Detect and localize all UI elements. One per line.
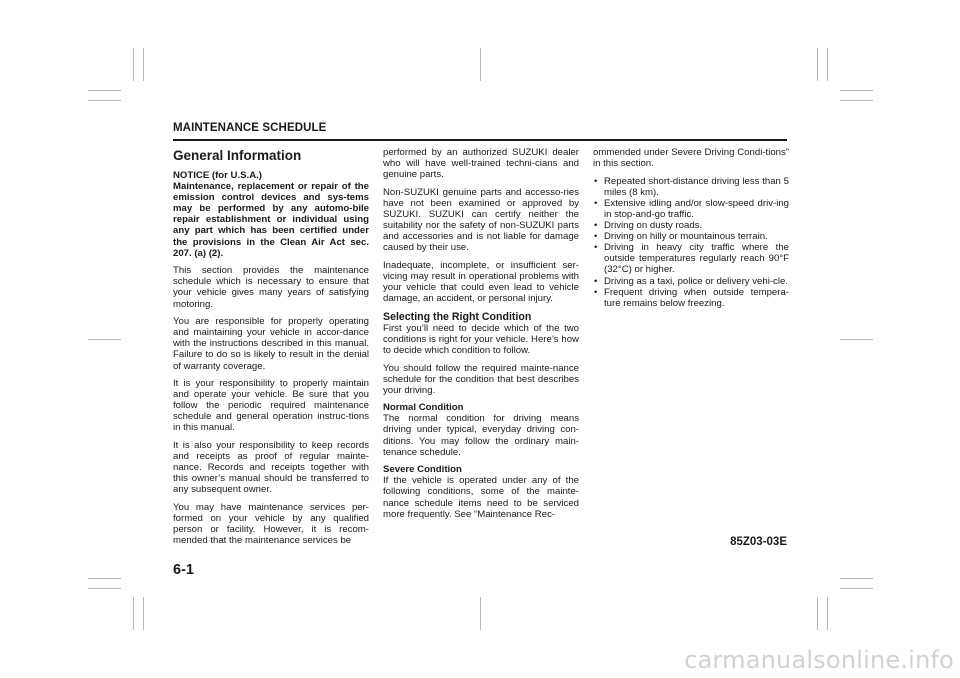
- crop-mark: [840, 588, 873, 589]
- notice-usa: [173, 170, 369, 259]
- heading-general-information: General Information: [173, 148, 302, 163]
- list-item: • Driving on dusty roads.: [594, 220, 703, 232]
- crop-mark: [480, 597, 481, 630]
- bullet: •: [594, 220, 598, 232]
- section-header: MAINTENANCE SCHEDULE: [173, 122, 327, 134]
- crop-mark: [840, 339, 873, 340]
- crop-mark: [88, 339, 121, 340]
- paragraph: ommended under Severe Driving Condi-tions” in this section.: [593, 147, 789, 170]
- crop-mark: [133, 48, 134, 81]
- crop-mark: [840, 90, 873, 91]
- crop-mark: [143, 48, 144, 81]
- list-item: • Driving as a taxi, police or delivery vehi-cle.: [594, 275, 788, 287]
- header-rule: [173, 139, 787, 141]
- crop-mark: [817, 597, 818, 630]
- column-1: [173, 147, 369, 546]
- crop-mark: [840, 578, 873, 579]
- document-code: 85Z03-03E: [730, 536, 787, 548]
- severe-conditions-list: [593, 176, 789, 309]
- list-item: • Driving on hilly or mountainous terrain.: [594, 231, 768, 243]
- crop-mark: [88, 100, 121, 101]
- bullet: •: [594, 231, 598, 243]
- crop-mark: [480, 48, 481, 81]
- bullet: •: [594, 286, 598, 298]
- crop-mark: [88, 90, 121, 91]
- paragraph: Non-SUZUKI genuine parts and accesso-ries have not been examined or approved by SUZUKI. SUZUKI can certify neither the suitability nor the safety of non-SUZUKI parts and accessories and is not liable for damage caused by their use.: [383, 186, 579, 254]
- notice-text: NOTICE (for U.S.A.) Maintenance, replacement or repair of the emission control devices and sys-tems may be performed by any automo-bile repair establishment or individual using any part which has been certified under the provisions in the Clean Air Act sec. 207. (a) (2).: [173, 170, 369, 259]
- page-number: 6-1: [173, 562, 194, 578]
- paragraph: It is your responsibility to properly maintain and operate your vehicle. Be sure that you follow the periodic required maintenance schedule and general operation instruc-tions in this manual.: [173, 378, 369, 434]
- paragraph: You should follow the required mainte-nance schedule for the condition that best describes your driving.: [383, 362, 579, 396]
- crop-mark: [827, 48, 828, 81]
- paragraph: You may have maintenance services per-formed on your vehicle by any qualified person or facility. However, it is recom-mended that the maintenance services be: [173, 502, 369, 547]
- watermark: carmanualsonline.info: [684, 646, 954, 674]
- crop-mark: [133, 597, 134, 630]
- bullet: •: [594, 197, 598, 209]
- heading-selecting-condition: Selecting the Right Condition: [383, 310, 532, 323]
- paragraph: First you’ll need to decide which of the two conditions is right for your vehicle. Here’s how to decide which condition to follow.: [383, 322, 579, 356]
- crop-mark: [817, 48, 818, 81]
- bullet: •: [594, 275, 598, 287]
- paragraph: You are responsible for properly operating and maintaining your vehicle in accor-dance with the instructions described in this manual. Failure to do so is likely to result in the denial of warranty coverage.: [173, 316, 369, 372]
- bullet: •: [594, 175, 598, 187]
- column-3: [593, 147, 789, 309]
- normal-condition-text: The normal condition for driving means driving under typical, everyday driving con-ditions. You may follow the ordinary main-tenance schedule.: [383, 413, 579, 458]
- severe-condition-title: Severe Condition: [383, 464, 462, 476]
- severe-condition-text: If the vehicle is operated under any of the following conditions, some of the mainte-nance schedule items need to be serviced more frequently. See “Maintenance Rec-: [383, 475, 579, 520]
- paragraph: performed by an authorized SUZUKI dealer who will have well-trained techni-cians and genuine parts.: [383, 147, 579, 181]
- paragraph: This section provides the maintenance schedule which is necessary to ensure that your vehicle gives many years of satisfying motoring.: [173, 265, 369, 310]
- paragraph: It is also your responsibility to keep records and receipts as proof of regular mainte-nance. Records and receipts together with this owner’s manual should be transferred to any subsequent owner.: [173, 440, 369, 496]
- crop-mark: [88, 578, 121, 579]
- crop-mark: [827, 597, 828, 630]
- paragraph: Inadequate, incomplete, or insufficient ser-vicing may result in operational problems with your vehicle that could even lead to vehicle damage, an accident, or personal injury.: [383, 259, 579, 305]
- crop-mark: [143, 597, 144, 630]
- normal-condition-title: Normal Condition: [383, 402, 464, 414]
- list-item: • Frequent driving when outside tempera-ture remains below freezing.: [594, 286, 789, 309]
- list-item: • Driving in heavy city traffic where the outside temperatures regularly reach 90°F (32°C) or higher.: [594, 242, 789, 276]
- crop-mark: [88, 588, 121, 589]
- column-2: [383, 147, 579, 520]
- list-item: • Extensive idling and/or slow-speed driv-ing in stop-and-go traffic.: [594, 197, 789, 220]
- bullet: •: [594, 242, 598, 254]
- list-item: • Repeated short-distance driving less than 5 miles (8 km).: [594, 175, 789, 198]
- crop-mark: [840, 100, 873, 101]
